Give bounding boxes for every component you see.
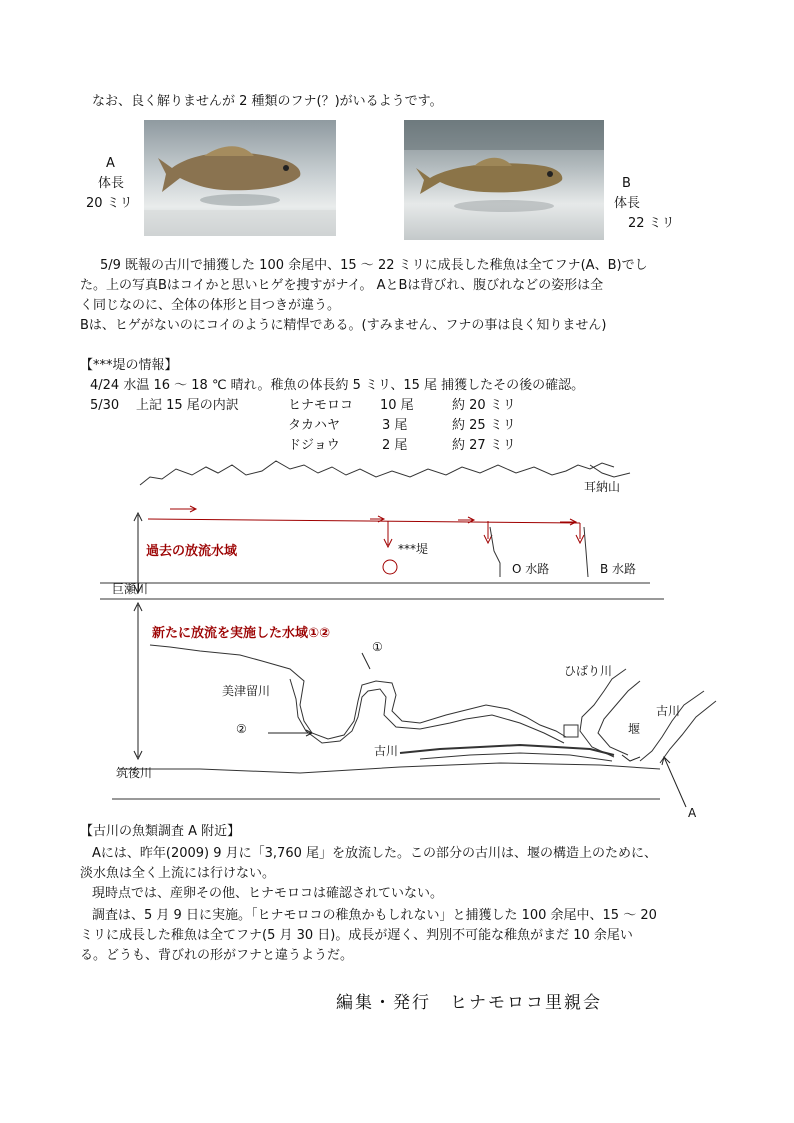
- marker-1: ①: [372, 640, 383, 654]
- tsutsumi-line1: 4/24 水温 16 ～ 18 ℃ 晴れ。稚魚の体長約 5 ミリ、15 尾 捕獲したその後の確認。: [90, 378, 585, 393]
- species-size: 約 25 ミリ: [452, 418, 516, 433]
- mountain-label: 耳納山: [584, 480, 621, 494]
- publisher-footer: 編集・発行 ヒナモロコ里親会: [336, 993, 602, 1013]
- survey-line: ミリに成長した稚魚は全てフナ(5 月 30 日)。成長が遅く、判別不可能な稚魚がまだ 10 余尾い: [80, 928, 633, 943]
- tsutsumi-breakdown-label: 上記 15 尾の内訳: [136, 398, 239, 413]
- para1-line: 5/9 既報の古川で捕獲した 100 余尾中、15 ～ 22 ミリに成長した稚魚は全てフナ(A、B)でし: [100, 258, 648, 273]
- point-a-label: A: [688, 806, 697, 820]
- survey-line: る。どうも、背びれの形がフナと違うようだ。: [80, 948, 354, 963]
- tsutsumi-date: 5/30: [90, 398, 120, 413]
- chikugo-river-label: 筑後川: [116, 766, 153, 780]
- para1-line: た。上の写真Bはコイかと思いヒゲを捜すがナイ。 AとBは背びれ、腹びれなどの姿形は全: [80, 278, 604, 293]
- fish-photo-b: [404, 120, 604, 240]
- mitsuru-river-label: 美津留川: [222, 684, 271, 698]
- hibari-river-label: ひばり川: [564, 664, 613, 678]
- tsutsumi-heading: 【***堤の情報】: [80, 358, 178, 373]
- species-name: ヒナモロコ: [288, 398, 354, 413]
- o-channel-label: O 水路: [512, 562, 550, 576]
- furukawa-label: 古川: [374, 744, 399, 758]
- tsutsumi-map-label: ***堤: [398, 542, 429, 556]
- survey-line: Aには、昨年(2009) 9 月に「3,760 尾」を放流した。この部分の古川は、堰の構造上のために、: [92, 846, 658, 861]
- photo-a-label: 体長: [98, 176, 125, 191]
- species-count: 2 尾: [382, 438, 408, 453]
- species-count: 3 尾: [382, 418, 408, 433]
- para1-line: Bは、ヒゲがないのにコイのように精悍である。(すみません、フナの事は良く知りません): [80, 318, 607, 333]
- species-count: 10 尾: [380, 398, 414, 413]
- para1-line: く同じなのに、全体の体形と目つきが違う。: [80, 298, 341, 313]
- species-size: 約 20 ミリ: [452, 398, 516, 413]
- survey-line: 調査は、5 月 9 日に実施。「ヒナモロコの稚魚かもしれない」と捕獲した 100 余尾中、15 ～ 20: [92, 908, 657, 923]
- photo-a-letter: A: [106, 156, 115, 171]
- marker-2: ②: [236, 722, 247, 736]
- b-channel-label: B 水路: [600, 562, 637, 576]
- kose-river-label: 巨瀬川: [112, 582, 149, 596]
- survey-heading: 【古川の魚類調査 A 附近】: [80, 824, 241, 839]
- species-name: ドジョウ: [288, 438, 340, 453]
- species-size: 約 27 ミリ: [452, 438, 516, 453]
- weir-label: 堰: [628, 722, 641, 736]
- photo-b-label: 体長: [614, 196, 641, 211]
- species-name: タカハヤ: [288, 418, 341, 433]
- intro-text: なお、良く解りませんが 2 種類のフナ(？)がいるようです。: [92, 94, 443, 109]
- fish-photo-a: [144, 120, 336, 236]
- survey-line: 現時点では、産卵その他、ヒナモロコは確認されていない。: [92, 886, 444, 901]
- furukawa-right-label: 古川: [656, 704, 681, 718]
- photo-a-size: 20 ミリ: [86, 196, 133, 211]
- past-area-label: 過去の放流水域: [146, 544, 238, 559]
- photo-b-size: 22 ミリ: [628, 216, 675, 231]
- survey-line: 淡水魚は全く上流には行けない。: [80, 866, 276, 881]
- photo-b-letter: B: [622, 176, 631, 191]
- new-area-label: 新たに放流を実施した水域①②: [152, 626, 331, 641]
